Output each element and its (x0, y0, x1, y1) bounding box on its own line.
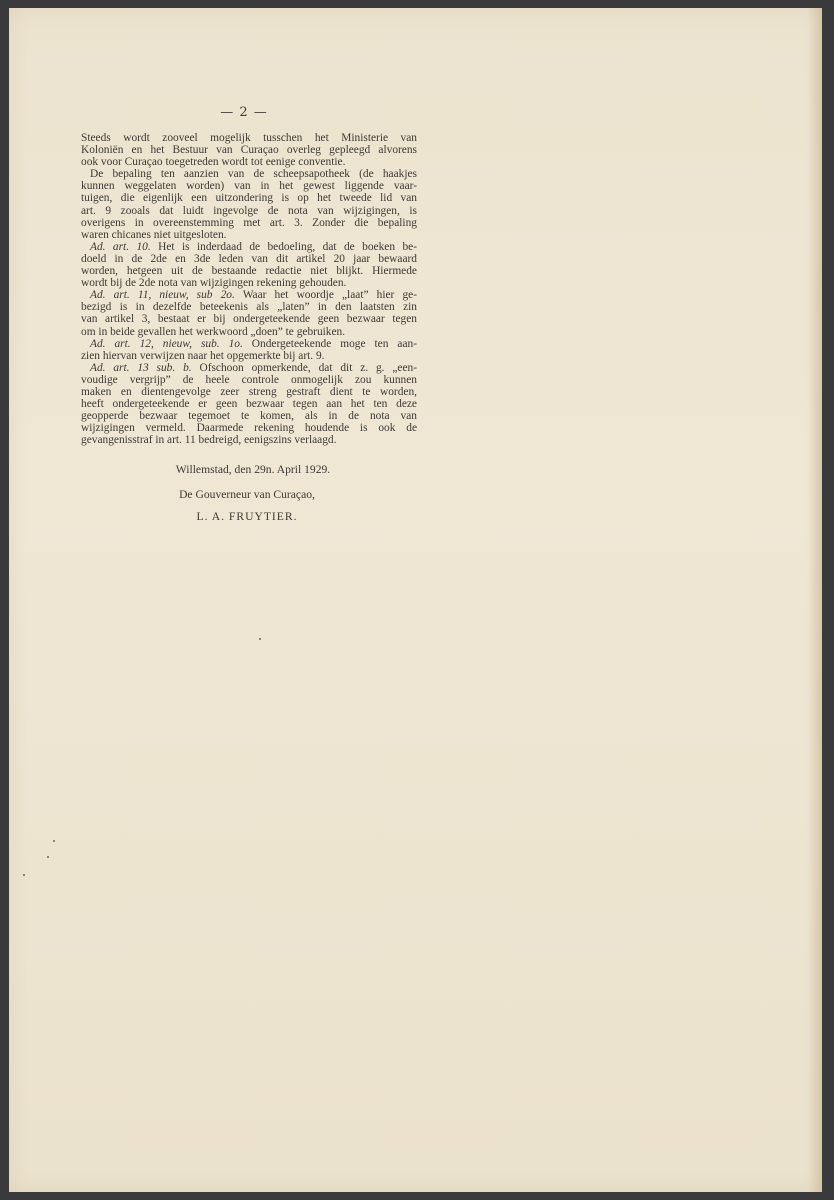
article-reference: Ad. art. 11, nieuw, sub 2o. (90, 289, 235, 302)
paper-speck (47, 856, 49, 858)
document-page (9, 8, 822, 1192)
paper-speck (259, 638, 261, 640)
line-text: Waar het woordje „laat” hier ge- (234, 289, 417, 302)
text-line: heeft ondergeteekende er geen bezwaar tegen aan het ten deze (81, 398, 417, 411)
line-text: Ondergeteekende moge ten aan- (242, 337, 417, 350)
text-line: van artikel 3, bestaat er bij ondergeteekende geen bezwaar tegen (81, 313, 417, 326)
text-line: voudige vergrijp” de heele controle onmogelijk zou kunnen (81, 373, 417, 386)
line-text: Ofschoon opmerkende, dat dit z. g. „een- (191, 361, 417, 374)
line-text: Het is inderdaad de bedoeling, dat de boeken be- (150, 240, 417, 253)
page-edge-shading (808, 8, 822, 1192)
text-line: maken en dientengevolge zeer streng gestraft dient te worden, (81, 385, 417, 398)
paragraph-ad-art-10 (81, 241, 417, 289)
text-line (81, 362, 417, 374)
text-line (81, 338, 417, 350)
text-line (81, 241, 417, 253)
article-reference: Ad. art. 10. (90, 240, 151, 253)
text-line (81, 289, 417, 301)
text-line: om in beide gevallen het werkwoord „doen” te gebruiken. (81, 325, 346, 338)
signatory-name: L. A. FRUYTIER. (196, 510, 298, 523)
text-line: gevangenisstraf in art. 11 bedreigd, eenigszins verlaagd. (81, 434, 337, 447)
text-line: worden, hetgeen uit de bestaande redactie niet blijkt. Hiermede (81, 265, 417, 278)
paper-speck (53, 840, 55, 842)
text-line: bezigd is in dezelfde beteekenis als „laten” in den laatsten zin (81, 301, 417, 314)
paragraph-ad-art-11 (81, 289, 417, 337)
document-body (81, 132, 417, 446)
paragraph-1 (81, 132, 417, 168)
text-line: Koloniën en het Bestuur van Curaçao overleg gepleegd alvorens (81, 144, 417, 157)
text-line: waren chicanes niet uitgesloten. (81, 228, 227, 241)
place-date-line: Willemstad, den 29n. April 1929. (175, 463, 331, 476)
text-line: zien hiervan verwijzen naar het opgemerkte bij art. 9. (81, 349, 325, 362)
text-line: overigens in overeenstemming met art. 3. Zonder die bepaling (81, 216, 417, 229)
article-reference: Ad. art. 13 sub. b. (90, 361, 192, 374)
paragraph-ad-art-13 (81, 362, 417, 447)
text-line: ook voor Curaçao toegetreden wordt tot eenige conventie. (81, 156, 346, 169)
text-line: doeld in de 2de en 3de leden van dit artikel 20 jaar bewaard (81, 252, 417, 265)
article-reference: Ad. art. 12, nieuw, sub. 1o. (90, 337, 243, 350)
text-line: wordt bij de 2de nota van wijzigingen rekening gehouden. (81, 277, 347, 290)
text-line: art. 9 zooals dat luidt ingevolge de nota van wijzigingen, is (81, 204, 417, 217)
signatory-title: De Gouverneur van Curaçao, (179, 488, 315, 501)
paper-speck (23, 874, 25, 876)
text-line: geopperde bezwaar tegemoet te komen, als in de nota van (81, 410, 417, 423)
paragraph-2 (81, 168, 417, 241)
text-line: Steeds wordt zooveel mogelijk tusschen het Ministerie van (81, 132, 417, 144)
text-line: tuigen, die eigenlijk een uitzondering is op het tweede lid van (81, 192, 417, 205)
paragraph-ad-art-12 (81, 338, 417, 362)
text-line: wijzigingen vermeld. Daarmede rekening houdende is ook de (81, 422, 417, 435)
text-line: kunnen weggelaten worden) van in het gewest liggende vaar- (81, 180, 417, 193)
text-line: De bepaling ten aanzien van de scheepsapotheek (de haakjes (90, 168, 417, 181)
page-number: — 2 — (220, 105, 268, 120)
